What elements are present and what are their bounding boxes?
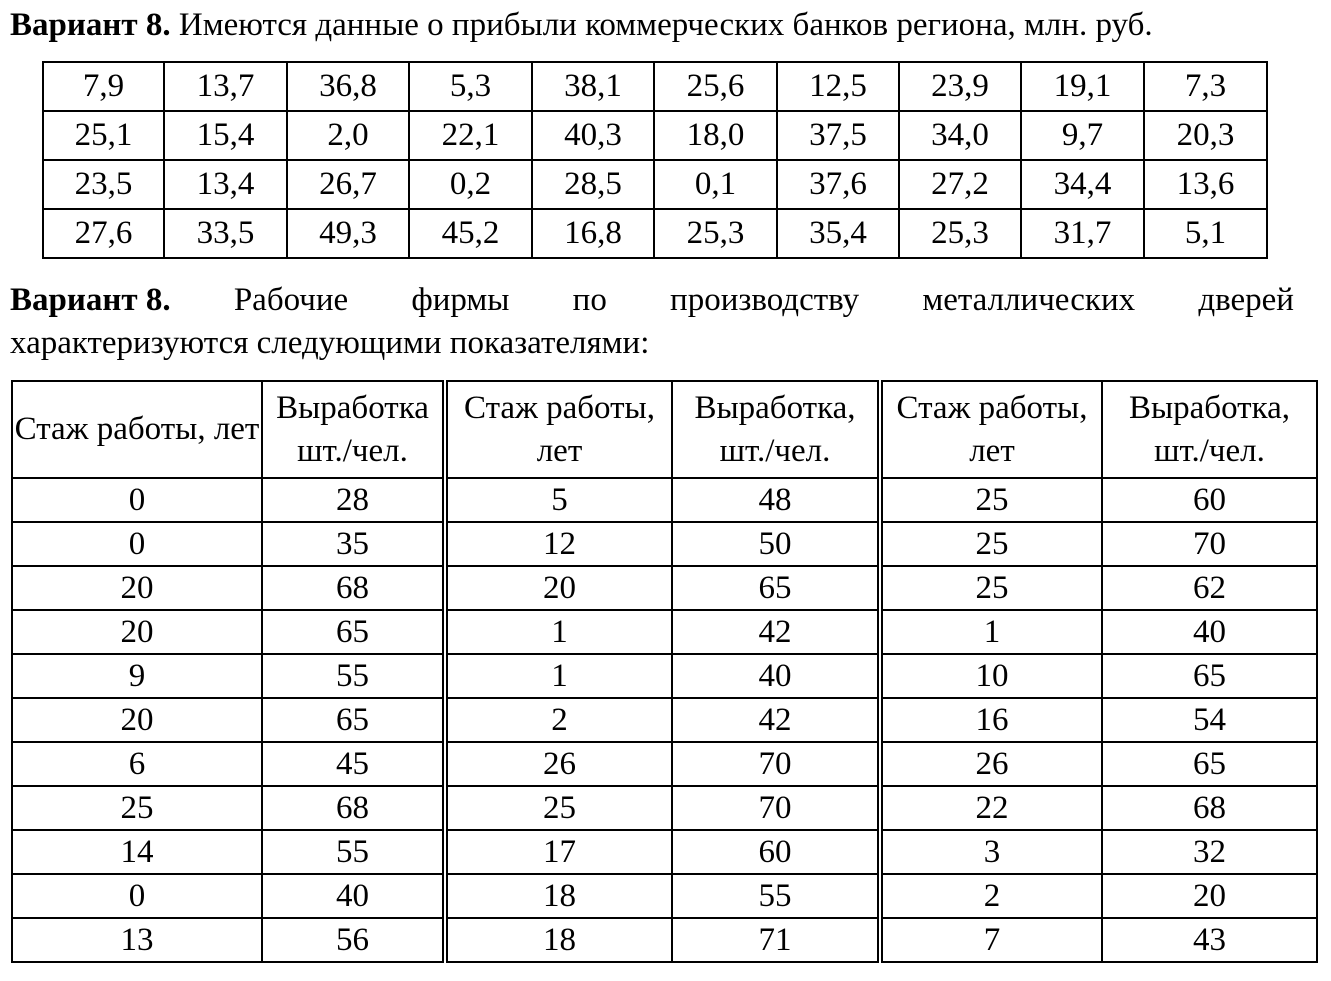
experience-cell: 13 [12,918,262,962]
experience-cell: 0 [12,522,262,566]
profit-cell: 40,3 [532,111,654,160]
task-2-word: металлических [922,282,1136,318]
table-row [12,698,1317,742]
profit-cell: 25,1 [43,111,164,160]
output-cell: 42 [672,610,880,654]
profit-cell: 5,1 [1144,209,1267,258]
experience-cell: 0 [12,478,262,522]
output-cell: 50 [672,522,880,566]
profit-row [43,160,1267,209]
experience-cell: 20 [12,610,262,654]
experience-cell: 9 [12,654,262,698]
experience-cell: 18 [445,874,672,918]
bank-profit-table [42,61,1268,259]
output-cell: 28 [262,478,445,522]
output-header: Выработка, шт./чел. [1102,381,1317,478]
profit-cell: 5,3 [409,62,532,111]
profit-cell: 23,9 [899,62,1021,111]
output-cell: 40 [262,874,445,918]
output-cell: 68 [262,786,445,830]
output-cell: 32 [1102,830,1317,874]
output-cell: 65 [1102,654,1317,698]
task-2-word: Рабочие [233,282,349,318]
profit-cell: 13,6 [1144,160,1267,209]
profit-cell: 34,0 [899,111,1021,160]
table-row [12,610,1317,654]
profit-cell: 36,8 [287,62,409,111]
experience-cell: 0 [12,874,262,918]
experience-cell: 10 [880,654,1102,698]
profit-cell: 2,0 [287,111,409,160]
output-header: Выработка, шт./чел. [672,381,880,478]
profit-row [43,111,1267,160]
experience-cell: 26 [445,742,672,786]
experience-cell: 18 [445,918,672,962]
profit-cell: 23,5 [43,160,164,209]
task-2-line-2: характеризуются следующими показателями: [10,325,650,361]
task-2-line-1 [10,279,1294,322]
output-cell: 60 [672,830,880,874]
output-cell: 56 [262,918,445,962]
output-cell: 65 [262,610,445,654]
experience-cell: 14 [12,830,262,874]
profit-cell: 0,2 [409,160,532,209]
output-cell: 40 [1102,610,1317,654]
profit-cell: 25,6 [654,62,777,111]
output-cell: 65 [1102,742,1317,786]
profit-cell: 26,7 [287,160,409,209]
output-cell: 35 [262,522,445,566]
experience-cell: 1 [445,654,672,698]
profit-cell: 49,3 [287,209,409,258]
task-2-heading [10,279,1294,365]
output-cell: 55 [262,654,445,698]
table-row [12,522,1317,566]
table-row [12,742,1317,786]
output-cell: 48 [672,478,880,522]
experience-cell: 22 [880,786,1102,830]
profit-cell: 18,0 [654,111,777,160]
output-cell: 70 [672,786,880,830]
profit-cell: 37,5 [777,111,899,160]
task-1-text: Имеются данные о прибыли коммерческих банков региона, млн. руб. [170,7,1153,43]
output-cell: 65 [262,698,445,742]
experience-cell: 25 [880,478,1102,522]
experience-cell: 20 [445,566,672,610]
output-cell: 71 [672,918,880,962]
task-2-word: производству [670,282,860,318]
experience-cell: 6 [12,742,262,786]
table-row [12,786,1317,830]
profit-cell: 19,1 [1021,62,1144,111]
task-2-word: фирмы [411,282,510,318]
task-1-variant-label: Вариант 8. [10,7,171,43]
experience-header: Стаж работы, лет [880,381,1102,478]
workers-header-row [12,381,1317,478]
workers-table [11,380,1318,963]
table-row [12,918,1317,962]
profit-cell: 38,1 [532,62,654,111]
output-cell: 62 [1102,566,1317,610]
experience-cell: 20 [12,698,262,742]
output-cell: 70 [672,742,880,786]
output-cell: 68 [262,566,445,610]
profit-cell: 34,4 [1021,160,1144,209]
output-cell: 60 [1102,478,1317,522]
output-cell: 20 [1102,874,1317,918]
experience-cell: 17 [445,830,672,874]
profit-cell: 13,4 [164,160,287,209]
profit-cell: 35,4 [777,209,899,258]
profit-row [43,209,1267,258]
profit-cell: 37,6 [777,160,899,209]
output-header: Выработка шт./чел. [262,381,445,478]
experience-cell: 25 [12,786,262,830]
profit-cell: 27,6 [43,209,164,258]
experience-cell: 26 [880,742,1102,786]
profit-cell: 7,9 [43,62,164,111]
experience-cell: 2 [880,874,1102,918]
output-cell: 45 [262,742,445,786]
profit-cell: 25,3 [654,209,777,258]
experience-cell: 25 [880,522,1102,566]
profit-cell: 7,3 [1144,62,1267,111]
experience-header: Стаж работы, лет [445,381,672,478]
profit-row [43,62,1267,111]
profit-cell: 31,7 [1021,209,1144,258]
profit-cell: 15,4 [164,111,287,160]
table-row [12,566,1317,610]
output-cell: 40 [672,654,880,698]
experience-cell: 16 [880,698,1102,742]
task-2-word: дверей [1198,282,1294,318]
experience-cell: 25 [445,786,672,830]
profit-cell: 13,7 [164,62,287,111]
table-row [12,478,1317,522]
output-cell: 68 [1102,786,1317,830]
profit-cell: 16,8 [532,209,654,258]
profit-cell: 22,1 [409,111,532,160]
task-2-variant-label: Вариант 8. [10,282,171,318]
profit-cell: 0,1 [654,160,777,209]
task-2-word: по [572,282,607,318]
experience-header: Стаж работы, лет [12,381,262,478]
profit-cell: 9,7 [1021,111,1144,160]
profit-cell: 45,2 [409,209,532,258]
experience-cell: 25 [880,566,1102,610]
experience-cell: 3 [880,830,1102,874]
output-cell: 42 [672,698,880,742]
experience-cell: 1 [445,610,672,654]
output-cell: 70 [1102,522,1317,566]
table-row [12,830,1317,874]
output-cell: 55 [672,874,880,918]
task-1-heading [10,4,1310,47]
output-cell: 54 [1102,698,1317,742]
experience-cell: 20 [12,566,262,610]
profit-cell: 25,3 [899,209,1021,258]
profit-cell: 28,5 [532,160,654,209]
output-cell: 65 [672,566,880,610]
output-cell: 55 [262,830,445,874]
experience-cell: 7 [880,918,1102,962]
profit-cell: 33,5 [164,209,287,258]
experience-cell: 12 [445,522,672,566]
table-row [12,874,1317,918]
profit-cell: 20,3 [1144,111,1267,160]
output-cell: 43 [1102,918,1317,962]
experience-cell: 2 [445,698,672,742]
profit-cell: 27,2 [899,160,1021,209]
experience-cell: 1 [880,610,1102,654]
profit-cell: 12,5 [777,62,899,111]
experience-cell: 5 [445,478,672,522]
table-row [12,654,1317,698]
